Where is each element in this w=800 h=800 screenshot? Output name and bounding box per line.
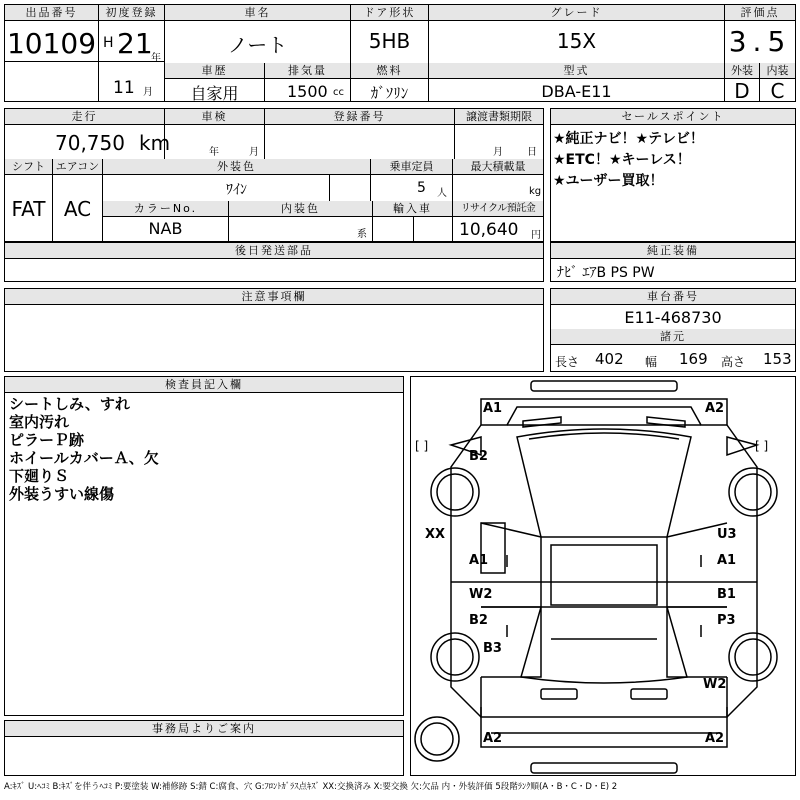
ext-label: 外装 (725, 63, 759, 79)
damage-mark: A2 (483, 731, 503, 746)
sales-point-label: セールスポイント (551, 109, 795, 125)
shift-value: FAT (11, 197, 46, 221)
damage-mark: B1 (717, 587, 736, 602)
disp-unit: cc (333, 87, 344, 98)
later-parts-label: 後日発送部品 (5, 243, 543, 259)
inspection-label: 車検 (165, 109, 264, 125)
lot-number: 10109 (6, 27, 97, 60)
int-grade: C (770, 79, 785, 103)
fuel-value: ｶﾞｿﾘﾝ (370, 84, 409, 102)
bracket-left: [ ] (415, 439, 429, 453)
damage-mark: A1 (469, 553, 489, 568)
score-label: 評価点 (725, 5, 795, 21)
reg-month: 11 (113, 78, 135, 98)
car-name: ノート (227, 33, 288, 57)
inspector-line: 室内汚れ (9, 413, 70, 431)
chassis-label: 車台番号 (551, 289, 795, 305)
damage-mark: B2 (469, 449, 488, 464)
later-parts-block (4, 242, 544, 282)
car-outline-drawing (411, 377, 797, 777)
damage-mark: B2 (469, 613, 488, 628)
color-value: ﾜｲﾝ (226, 182, 247, 198)
transfer-day-unit: 日 (527, 147, 537, 158)
capacity-unit: 人 (437, 188, 447, 199)
model-label: 型式 (429, 63, 724, 79)
damage-mark: B3 (483, 641, 502, 656)
grade: 15X (556, 29, 597, 53)
damage-mark: U3 (717, 527, 737, 542)
capacity-value: 5 (417, 180, 426, 196)
reg-year-unit: 年 (151, 53, 161, 64)
reg-label: 初度登録 (99, 5, 164, 21)
header-block (4, 4, 796, 102)
reg-year: 21 (117, 27, 153, 60)
inspector-line: 外装うすい線傷 (9, 485, 115, 503)
door-label: ドア形状 (351, 5, 428, 21)
color-label: 外装色 (103, 159, 370, 175)
height-label: 高さ (721, 355, 746, 369)
damage-mark: W2 (469, 587, 493, 602)
inspection-year-unit: 年 (209, 147, 219, 158)
grade-label: グレード (429, 5, 724, 21)
inspector-line: 下廻りＳ (9, 467, 70, 485)
width-value: 169 (679, 350, 708, 368)
notes-block (4, 288, 544, 372)
length-value: 402 (595, 350, 624, 368)
capacity-label: 乗車定員 (371, 159, 452, 175)
mileage-label: 走行 (5, 109, 164, 125)
dims-label: 諸元 (551, 329, 795, 345)
load-unit: kg (529, 186, 542, 197)
sales-line: ★ETC！★キーレス！ (553, 152, 691, 168)
genuine-value: ﾅﾋﾞ ｴｱB PS PW (557, 265, 655, 281)
damage-code-legend: A:ｷｽﾞ U:ﾍｺﾐ B:ｷｽﾞを伴うﾍｺﾐ P:要塗装 W:補修跡 S:錆 C:腐食、穴 G:ﾌﾛﾝﾄｶﾞﾗｽ点ｷｽﾞ XX:交換済み X:要交換 欠:欠品 内・外装評価 5段階ﾗﾝｸ順(A・B・C・D・E) 2 (4, 782, 618, 792)
width-label: 幅 (645, 355, 658, 369)
sales-line: ★純正ナビ！★テレビ！ (553, 131, 704, 147)
damage-mark: XX (425, 527, 446, 542)
intcolor-label: 内装色 (229, 201, 372, 217)
disp-label: 排気量 (265, 63, 350, 79)
damage-mark: A2 (705, 731, 725, 746)
length-label: 長さ (555, 355, 580, 369)
recycle-unit: 円 (531, 230, 541, 241)
damage-mark: A1 (717, 553, 737, 568)
inspector-line: シートしみ、すれ (9, 395, 130, 413)
fuel-label: 燃料 (351, 63, 428, 79)
office-notice-block (4, 720, 404, 776)
office-notice-label: 事務局よりご案内 (5, 721, 403, 737)
inspection-month-unit: 月 (249, 147, 259, 158)
mileage-value: 70,750 (55, 131, 125, 155)
sales-point-block (550, 108, 796, 242)
sales-line: ★ユーザー買取！ (553, 173, 664, 189)
displacement: 1500 (287, 82, 328, 101)
ac-value: AC (63, 197, 92, 221)
inspector-block (4, 376, 404, 716)
damage-mark: A1 (483, 401, 503, 416)
transfer-month-unit: 月 (493, 147, 503, 158)
bracket-right: [ ] (755, 439, 769, 453)
shift-label: シフト (5, 159, 52, 175)
recycle-value: 10,640 (459, 220, 519, 240)
reg-era: H (103, 35, 114, 51)
colorno-label: カラーNo. (103, 201, 228, 217)
genuine-equipment-block (550, 242, 796, 282)
name-label: 車名 (165, 5, 350, 21)
car-diagram (410, 376, 796, 776)
damage-mark: W2 (703, 677, 727, 692)
damage-mark: P3 (717, 613, 736, 628)
import-label: 輸入車 (373, 201, 452, 217)
int-label: 内装 (760, 63, 795, 79)
transfer-label: 譲渡書類期限 (455, 109, 543, 125)
history-label: 車歴 (165, 63, 264, 79)
vehicle-info-block (4, 108, 544, 242)
chassis-block (550, 288, 796, 372)
load-label: 最大積載量 (453, 159, 543, 175)
ext-grade: D (734, 79, 750, 103)
recycle-label: リサイクル預託金 (453, 201, 543, 217)
intcolor-unit: 系 (357, 229, 367, 240)
ac-label: エアコン (53, 159, 102, 175)
lot-label: 出品番号 (5, 5, 98, 21)
door-type: 5HB (368, 29, 411, 53)
mileage-unit: km (139, 131, 171, 155)
damage-mark: A2 (705, 401, 725, 416)
chassis-number: E11-468730 (624, 308, 722, 327)
inspector-line: ピラーＰ跡 (9, 431, 85, 449)
reg-month-unit: 月 (143, 87, 153, 98)
score-value: 3.5 (728, 25, 792, 58)
model-value: DBA-E11 (541, 82, 612, 101)
inspector-label: 検査員記入欄 (5, 377, 403, 393)
height-value: 153 (763, 350, 792, 368)
colorno-value: NAB (148, 219, 183, 238)
notes-label: 注意事項欄 (5, 289, 543, 305)
genuine-label: 純正装備 (551, 243, 795, 259)
inspector-line: ホイールカバーＡ、欠 (9, 449, 159, 467)
history-value: 自家用 (190, 84, 239, 103)
plate-label: 登録番号 (265, 109, 454, 125)
